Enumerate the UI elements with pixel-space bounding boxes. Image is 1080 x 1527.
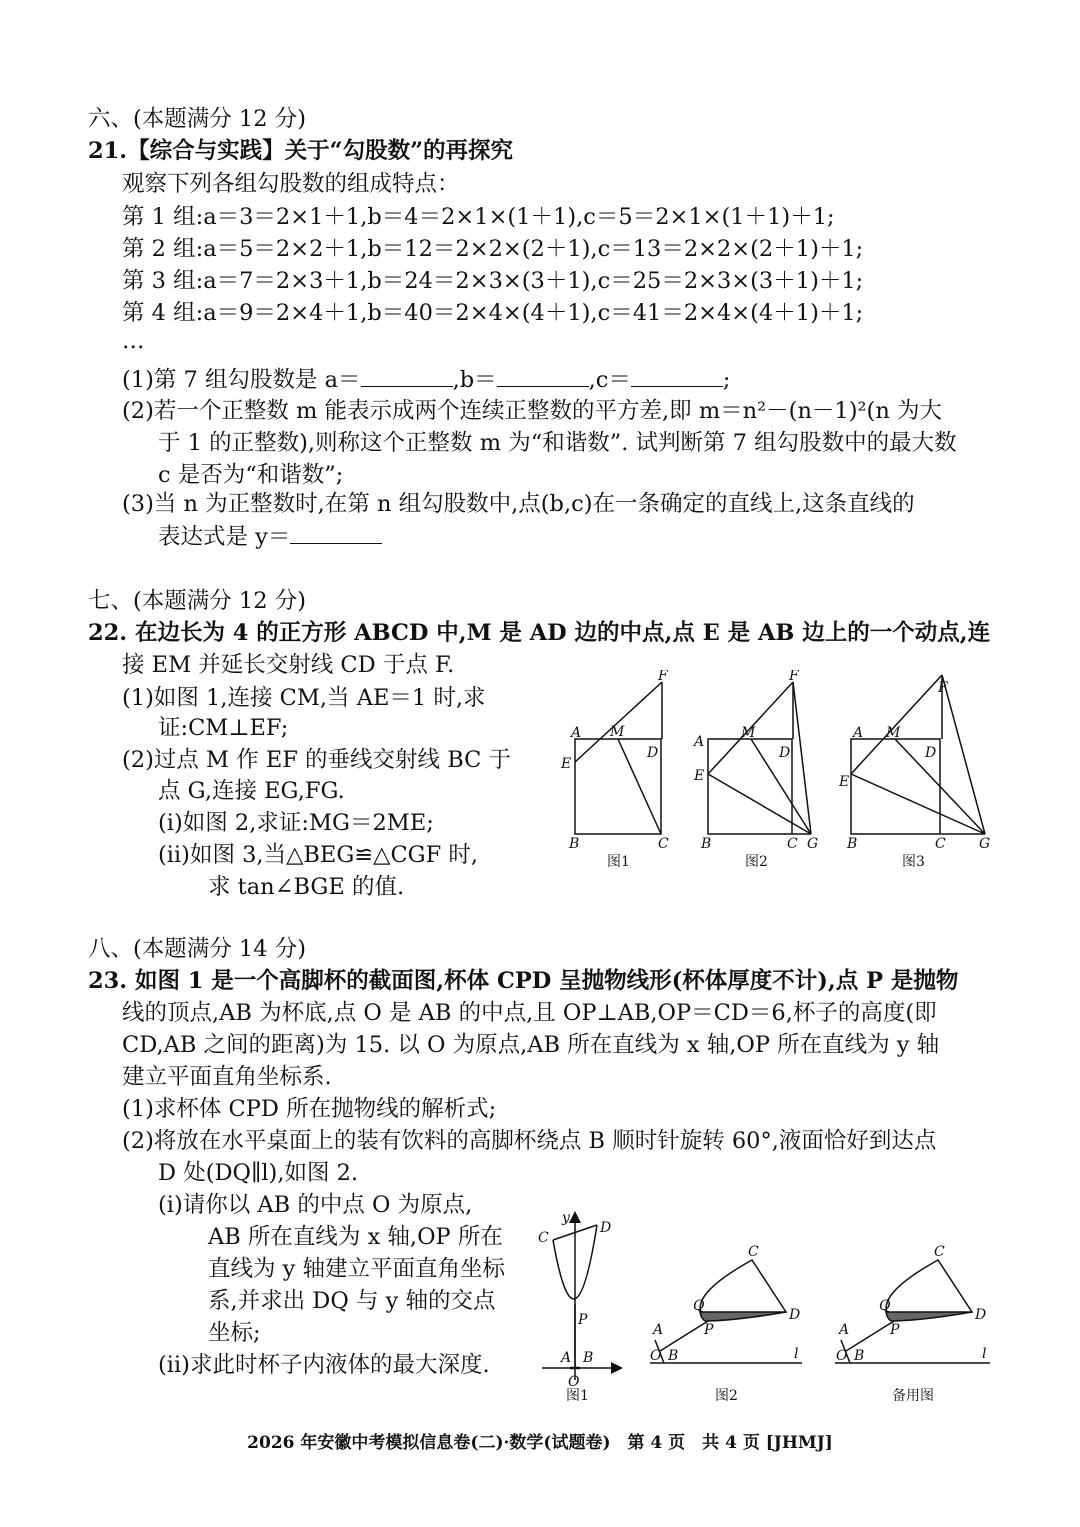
line-fg (942, 675, 985, 834)
label-m: M (886, 725, 901, 741)
caption-fig2: 图2 (715, 1388, 738, 1404)
label-m: M (741, 725, 756, 741)
label-f: F (789, 670, 799, 684)
answer-blank-b[interactable] (497, 364, 589, 387)
stem (846, 1321, 894, 1351)
q23-part1: (1)求杯体 CPD 所在抛物线的解析式; (122, 1096, 497, 1122)
q22-part2-line2: 点 G,连接 EG,FG. (158, 778, 345, 804)
section-8-header: 八、(本题满分 14 分) (88, 936, 306, 962)
label-c: C (935, 836, 946, 852)
q21-group-2: 第 2 组:a＝5＝2×2＋1,b＝12＝2×2×(2＋1),c＝13＝2×2×(2＋1)＋1; (122, 236, 864, 262)
label-c: C (934, 1244, 945, 1260)
answer-blank-c[interactable] (631, 364, 723, 387)
line-fg (793, 682, 811, 834)
label-a: A (571, 725, 582, 741)
label-g: G (807, 836, 819, 852)
q22-figures (555, 670, 1005, 880)
q22-figure-3-labels (838, 680, 990, 870)
label-y: y (562, 1210, 570, 1226)
q21-part1-a: (1)第 7 组勾股数是 a＝ (122, 367, 361, 393)
q23-sub2: (ⅱ)求此时杯子内液体的最大深度. (158, 1352, 490, 1378)
q23-sub1-line1: (ⅰ)请你以 AB 的中点 O 为原点, (158, 1192, 473, 1218)
caption-fig2: 图2 (745, 854, 768, 870)
label-d: D (600, 1220, 612, 1236)
label-d: D (975, 1307, 987, 1323)
q21-group-3: 第 3 组:a＝7＝2×3＋1,b＝24＝2×3×(3＋1),c＝25＝2×3×(3＋1)＋1; (122, 268, 864, 294)
label-f: F (938, 680, 948, 696)
caption-fig3: 图3 (902, 854, 925, 870)
q23-figure-1 (542, 1214, 620, 1380)
label-e: E (839, 774, 850, 790)
q22-part2-line1: (2)过点 M 作 EF 的垂线交射线 BC 于 (122, 747, 512, 773)
q21-group-1: 第 1 组:a＝3＝2×1＋1,b＝4＝2×1×(1＋1),c＝5＝2×1×(1＋1)＋1; (122, 204, 835, 230)
q21-intro: 观察下列各组勾股数的组成特点： (122, 171, 460, 197)
q21-title: 21.【综合与实践】关于“勾股数”的再探究 (88, 138, 514, 164)
line-eg (851, 774, 985, 834)
q22-part1-line2: 证:CM⊥EF; (158, 715, 289, 741)
q23-sub1-line5: 坐标; (208, 1320, 261, 1346)
caption-fig1: 图1 (607, 854, 630, 870)
answer-blank-y[interactable] (290, 521, 382, 544)
q23-spare-figure-labels (836, 1244, 986, 1404)
q21-part1 (122, 364, 730, 395)
q22-line-1: 22. 在边长为 4 的正方形 ABCD 中,M 是 AD 边的中点,点 E 是 AB 边上的一个动点,连 (88, 620, 991, 646)
stem (660, 1321, 708, 1351)
label-q: Q (693, 1298, 705, 1314)
label-d: D (779, 745, 791, 761)
q23-line-3: CD,AB 之间的距离)为 15. 以 O 为原点,AB 所在直线为 x 轴,OP 所在直线为 y 轴 (122, 1032, 940, 1058)
label-l: l (794, 1346, 799, 1362)
label-o: O (568, 1374, 580, 1390)
q23-sub1-line2: AB 所在直线为 x 轴,OP 所在 (208, 1224, 503, 1250)
caption-fig1: 图1 (566, 1388, 589, 1404)
liquid (700, 1312, 786, 1321)
q21-group-4: 第 4 组:a＝9＝2×4＋1,b＝40＝2×4×(4＋1),c＝41＝2×4×(4＋1)＋1; (122, 300, 864, 326)
q21-part2-line3: c 是否为“和谐数”; (158, 462, 344, 488)
label-l: l (982, 1346, 987, 1362)
label-a: A (653, 1322, 664, 1338)
q23-sub1-line4: 系,并求出 DQ 与 y 轴的交点 (208, 1288, 496, 1314)
label-m: M (610, 724, 625, 740)
label-d: D (647, 745, 659, 761)
q23-figure-2-labels (650, 1244, 800, 1404)
label-d: D (925, 745, 937, 761)
q21-part2-line1: (2)若一个正整数 m 能表示成两个连续正整数的平方差,即 m＝n²－(n－1)²(n 为大 (122, 398, 942, 424)
label-p: P (704, 1322, 714, 1338)
label-c: C (658, 836, 669, 852)
label-a: A (561, 1350, 572, 1366)
q21-part3-line2 (158, 521, 382, 552)
label-p: P (890, 1322, 900, 1338)
label-f: F (658, 670, 668, 684)
label-p: P (578, 1312, 588, 1328)
label-d: D (789, 1307, 801, 1323)
q22-figure-1-labels (560, 670, 669, 870)
label-b: B (668, 1348, 679, 1364)
label-b: B (847, 836, 858, 852)
q21-part3-label: 表达式是 y＝ (158, 524, 291, 550)
label-c: C (748, 1244, 759, 1260)
section-6-header: 六、(本题满分 12 分) (88, 106, 306, 132)
label-o: O (650, 1348, 662, 1364)
label-o: O (836, 1348, 848, 1364)
q22-figure-3 (851, 675, 985, 834)
q21-part1-c: ,c＝ (588, 367, 631, 393)
q21-part3-line1: (3)当 n 为正整数时,在第 n 组勾股数中,点(b,c)在一条确定的直线上,这条直线的 (122, 491, 915, 517)
caption-spare: 备用图 (892, 1388, 934, 1404)
label-e: E (561, 756, 572, 772)
q22-line-2: 接 EM 并延长交射线 CD 于点 F. (122, 652, 455, 678)
label-g: G (979, 836, 991, 852)
q21-part1-b: ,b＝ (452, 367, 497, 393)
q22-part2-ii-line2: 求 tan∠BGE 的值. (208, 874, 405, 900)
label-b: B (569, 836, 580, 852)
label-c: C (787, 836, 798, 852)
label-e: E (694, 768, 705, 784)
q23-sub1-line3: 直线为 y 轴建立平面直角坐标 (208, 1256, 506, 1282)
q22-part2-i: (ⅰ)如图 2,求证:MG＝2ME; (158, 810, 434, 836)
page-footer: 2026 年安徽中考模拟信息卷(二)·数学(试题卷) 第 4 页 共 4 页 [JHMJ] (247, 1433, 833, 1453)
label-b: B (701, 836, 712, 852)
label-a: A (694, 734, 705, 750)
q21-ellipsis: … (122, 328, 145, 354)
q22-part1-line1: (1)如图 1,连接 CM,当 AE＝1 时,求 (122, 685, 486, 711)
line-eg (708, 774, 811, 834)
section-7-header: 七、(本题满分 12 分) (88, 588, 306, 614)
q22-figure-2 (708, 682, 811, 834)
label-b: B (854, 1348, 865, 1364)
label-a: A (853, 725, 864, 741)
answer-blank-a[interactable] (361, 364, 453, 387)
q23-line-4: 建立平面直角坐标系. (122, 1064, 332, 1090)
q22-part2-ii-line1: (ⅱ)如图 3,当△BEG≌△CGF 时, (158, 842, 479, 868)
q21-part1-end: ; (722, 367, 731, 393)
label-c: C (538, 1230, 549, 1246)
q23-part2-line1: (2)将放在水平桌面上的装有饮料的高脚杯绕点 B 顺时针旋转 60°,液面恰好到达点 (122, 1128, 937, 1154)
label-b: B (583, 1350, 594, 1366)
q23-line-1: 23. 如图 1 是一个高脚杯的截面图,杯体 CPD 呈抛物线形(杯体厚度不计),点 P 是抛物 (88, 968, 959, 994)
q23-part2-line2: D 处(DQ∥l),如图 2. (158, 1160, 359, 1186)
label-q: Q (879, 1298, 891, 1314)
liquid (886, 1312, 972, 1321)
label-a: A (839, 1322, 850, 1338)
q23-figures (530, 1200, 1000, 1405)
q23-line-2: 线的顶点,AB 为杯底,点 O 是 AB 的中点,且 OP⊥AB,OP＝CD＝6,杯子的高度(即 (122, 1000, 937, 1026)
q21-part2-line2: 于 1 的正整数),则称这个正整数 m 为“和谐数”. 试判断第 7 组勾股数中的最大数 (158, 430, 957, 456)
